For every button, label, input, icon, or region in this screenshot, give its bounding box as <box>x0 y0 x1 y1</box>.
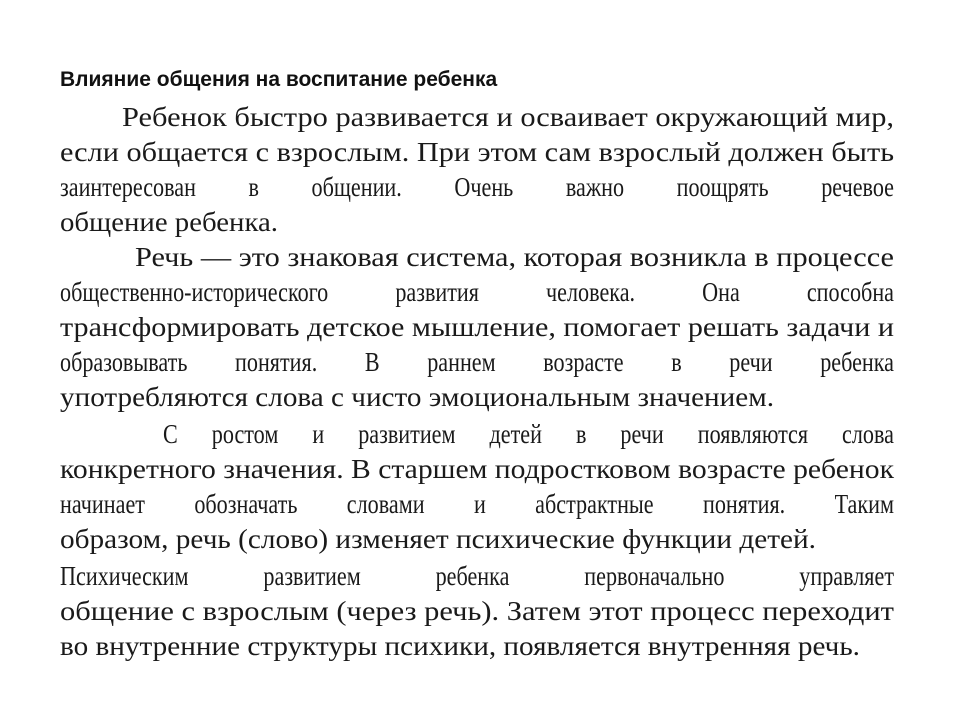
slide-title: Влияние общения на воспитание ребенка <box>60 68 498 91</box>
paragraph-2-line-2: общественно-исторического развития человека. Она способна <box>60 277 895 307</box>
paragraph-3-line-1: С ростом и развитием детей в речи появляются слова <box>163 419 894 449</box>
paragraph-1-line-2: если общается с взрослым. При этом сам взрослый должен быть <box>60 137 894 167</box>
paragraph-1-line-4: общение ребенка. <box>60 207 278 237</box>
paragraph-1-line-3: заинтересован в общении. Очень важно поощрять речевое <box>60 172 895 202</box>
paragraph-1-line-1: Ребенок быстро развивается и осваивает окружающий мир, <box>122 102 894 132</box>
paragraph-4-line-1: Психическим развитием ребенка первоначально управляет <box>60 561 895 591</box>
paragraph-2-line-5: употребляются слова с чисто эмоциональным значением. <box>60 382 775 412</box>
paragraph-4-line-3: во внутренние структуры психики, появляется внутренняя речь. <box>60 631 860 661</box>
paragraph-3-line-3: начинает обозначать словами и абстрактные понятия. Таким <box>60 489 895 519</box>
paragraph-3-line-2: конкретного значения. В старшем подростковом возрасте ребенок <box>60 454 894 484</box>
paragraph-2-line-4: образовывать понятия. В раннем возрасте в речи ребенка <box>60 347 895 377</box>
paragraph-2-line-1: Речь — это знаковая система, которая возникла в процессе <box>135 242 895 272</box>
paragraph-4-line-2: общение с взрослым (через речь). Затем этот процесс переходит <box>60 596 894 626</box>
paragraph-3-line-4: образом, речь (слово) изменяет психические функции детей. <box>60 524 816 554</box>
paragraph-2-line-3: трансформировать детское мышление, помогает решать задачи и <box>60 312 895 342</box>
